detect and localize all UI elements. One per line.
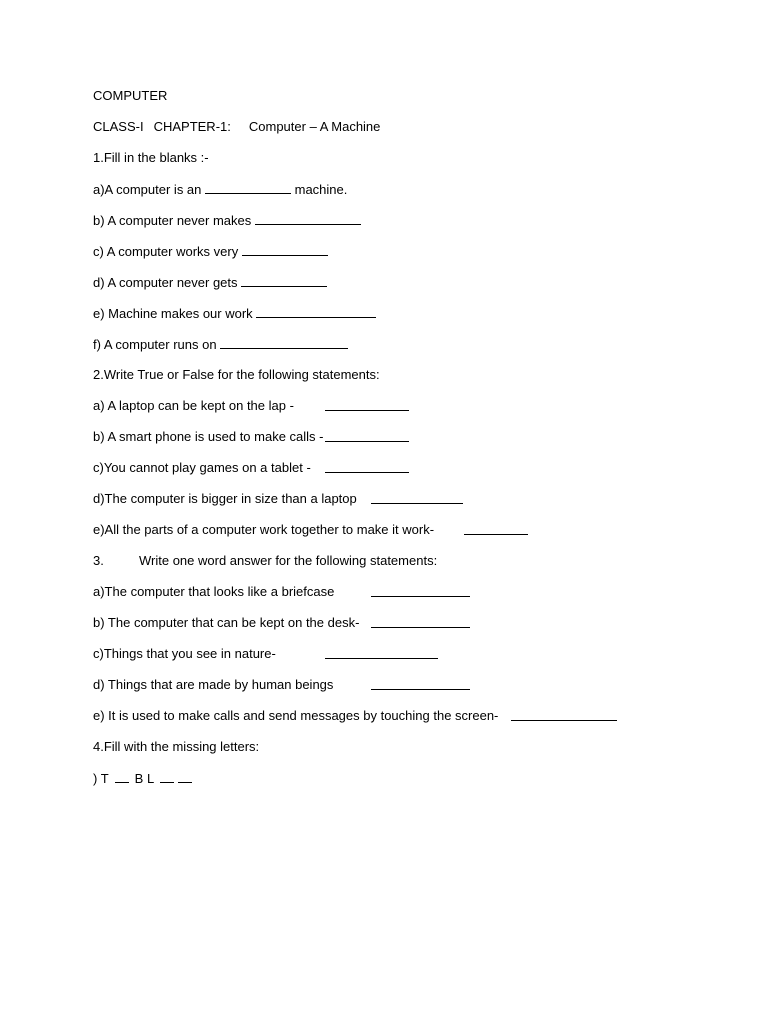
answer-blank[interactable] xyxy=(464,522,528,538)
answer-blank[interactable] xyxy=(205,181,291,194)
statement-text: a) A laptop can be kept on the lap - xyxy=(93,398,294,413)
question-text: d) A computer never gets xyxy=(93,275,242,290)
statement-text: c)You cannot play games on a tablet - xyxy=(93,460,311,475)
answer-blank[interactable] xyxy=(241,274,327,287)
class-label: CLASS-I xyxy=(93,119,144,134)
section3-number: 3. xyxy=(93,553,104,568)
section3-heading: Write one word answer for the following statements: xyxy=(139,553,438,568)
answer-blank[interactable] xyxy=(371,677,470,693)
chapter-label: CHAPTER-1: xyxy=(153,119,231,134)
one-word-d xyxy=(93,677,333,693)
letter-prefix: ) T xyxy=(93,771,109,786)
true-false-b xyxy=(93,429,324,445)
true-false-a xyxy=(93,398,294,414)
answer-blank[interactable] xyxy=(325,398,409,414)
answer-blank[interactable] xyxy=(371,615,470,631)
fill-blank-a xyxy=(93,181,347,197)
answer-blank[interactable] xyxy=(325,460,409,476)
letter-blank[interactable] xyxy=(178,770,192,783)
statement-text: d) Things that are made by human beings xyxy=(93,677,334,692)
section2-heading: 2.Write True or False for the following statements: xyxy=(93,367,380,382)
one-word-b xyxy=(93,615,359,631)
chapter-header xyxy=(93,119,380,135)
answer-blank[interactable] xyxy=(511,708,617,724)
one-word-a xyxy=(93,584,334,600)
one-word-c xyxy=(93,646,276,662)
fill-blank-b xyxy=(93,212,361,228)
answer-blank[interactable] xyxy=(255,212,361,225)
answer-blank[interactable] xyxy=(256,305,376,318)
section1-heading: 1.Fill in the blanks :- xyxy=(93,150,209,165)
statement-text: d)The computer is bigger in size than a laptop xyxy=(93,491,357,506)
missing-letters-item xyxy=(93,770,192,786)
statement-text: a)The computer that looks like a briefcase xyxy=(93,584,335,599)
true-false-e xyxy=(93,522,434,538)
answer-blank[interactable] xyxy=(242,243,328,256)
fill-blank-d xyxy=(93,274,327,290)
true-false-d xyxy=(93,491,357,507)
answer-blank[interactable] xyxy=(220,336,348,349)
question-text: f) A computer runs on xyxy=(93,337,221,352)
answer-blank[interactable] xyxy=(325,429,409,445)
letter-blank[interactable] xyxy=(115,770,129,783)
statement-text: c)Things that you see in nature- xyxy=(93,646,276,661)
subject-title: COMPUTER xyxy=(93,88,168,103)
true-false-c xyxy=(93,460,311,476)
answer-blank[interactable] xyxy=(371,584,470,600)
question-text: c) A computer works very xyxy=(93,244,242,259)
one-word-e xyxy=(93,708,498,724)
section4-heading: 4.Fill with the missing letters: xyxy=(93,739,260,754)
chapter-title: Computer – A Machine xyxy=(248,119,381,134)
statement-text: e) It is used to make calls and send messages by touching the screen- xyxy=(93,708,499,723)
letter-blank[interactable] xyxy=(160,770,174,783)
fill-blank-f xyxy=(93,336,348,352)
fill-blank-c xyxy=(93,243,328,259)
question-text: a)A computer is an xyxy=(93,182,205,197)
letter-middle: B L xyxy=(134,771,155,786)
statement-text: b) A smart phone is used to make calls - xyxy=(93,429,324,444)
answer-blank[interactable] xyxy=(371,491,463,507)
question-text-end: machine. xyxy=(291,182,348,197)
statement-text: e)All the parts of a computer work together to make it work- xyxy=(93,522,435,537)
fill-blank-e xyxy=(93,305,376,321)
question-text: b) A computer never makes xyxy=(93,213,255,228)
answer-blank[interactable] xyxy=(325,646,438,662)
statement-text: b) The computer that can be kept on the desk- xyxy=(93,615,360,630)
question-text: e) Machine makes our work xyxy=(93,306,257,321)
